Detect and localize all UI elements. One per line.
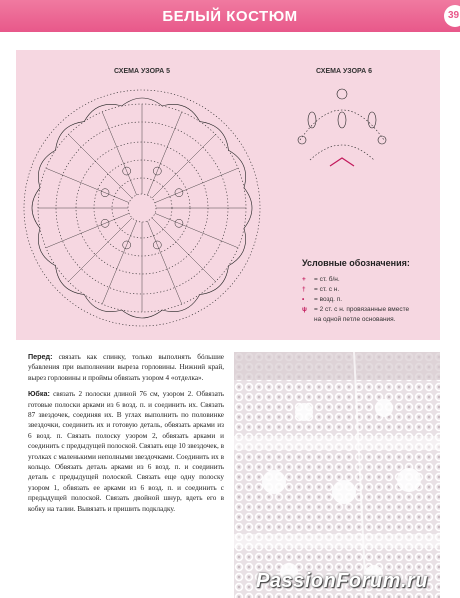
legend-title: Условные обозначения: xyxy=(302,258,410,268)
paragraph-front: Перед: связать как спинку, только выполнять бóльшие убавления при выполнении выреза горловины. Нижний край, вырез горловины и проймы обвязать узором 4 «отделка». xyxy=(28,352,224,382)
page-header xyxy=(0,0,460,32)
legend-row: † = ст. с н. xyxy=(302,286,340,293)
diagram-panel xyxy=(16,50,440,340)
legend-row: ψ = 2 ст. с н. провязанные вместе xyxy=(302,306,410,313)
page-title: БЕЛЫЙ КОСТЮМ xyxy=(162,8,298,25)
instructions-text xyxy=(28,352,224,520)
legend-row: + = ст. б/н. xyxy=(302,276,340,283)
scheme5-label: СХЕМА УЗОРА 5 xyxy=(114,68,170,75)
lace-photo-image xyxy=(234,352,440,598)
scheme6-label: СХЕМА УЗОРА 6 xyxy=(316,68,372,75)
watermark-logo: PassionForum.ru xyxy=(256,570,428,592)
lace-photo xyxy=(234,352,440,598)
page-number: 39 xyxy=(444,5,460,27)
legend xyxy=(302,258,410,326)
paragraph-skirt: Юбка: связать 2 полоски длиной 76 см, узором 2. Обвязать готовые полоски арками из 6 возд. п. и соединить их. Связать 87 звездочек, соединяя их. В углах выполнить по половинке звездочки, соединить их и готовую деталь, обвязать арками из 6 возд. п. Связать полоску узором 2, обвязать арками и соединить с предыдущей полоской. Связать еще 10 звездочек, в уголках с маленькими неполными звездочками. Соединить их в кольцо. Обвязать деталь арками из 6 возд. п. и соединить деталь с предыдущей полоской. Связать еще одну полоску узором 1, обвязать ее арками из 6 возд. п. и соединить с предыдущей полоской. Связать двойной шнур, вдеть его в кобку на талии. Вывязать и пришить подкладку. xyxy=(28,389,224,513)
legend-row: • = возд. п. xyxy=(302,296,343,303)
legend-row: на одной петле основания. xyxy=(314,316,396,323)
